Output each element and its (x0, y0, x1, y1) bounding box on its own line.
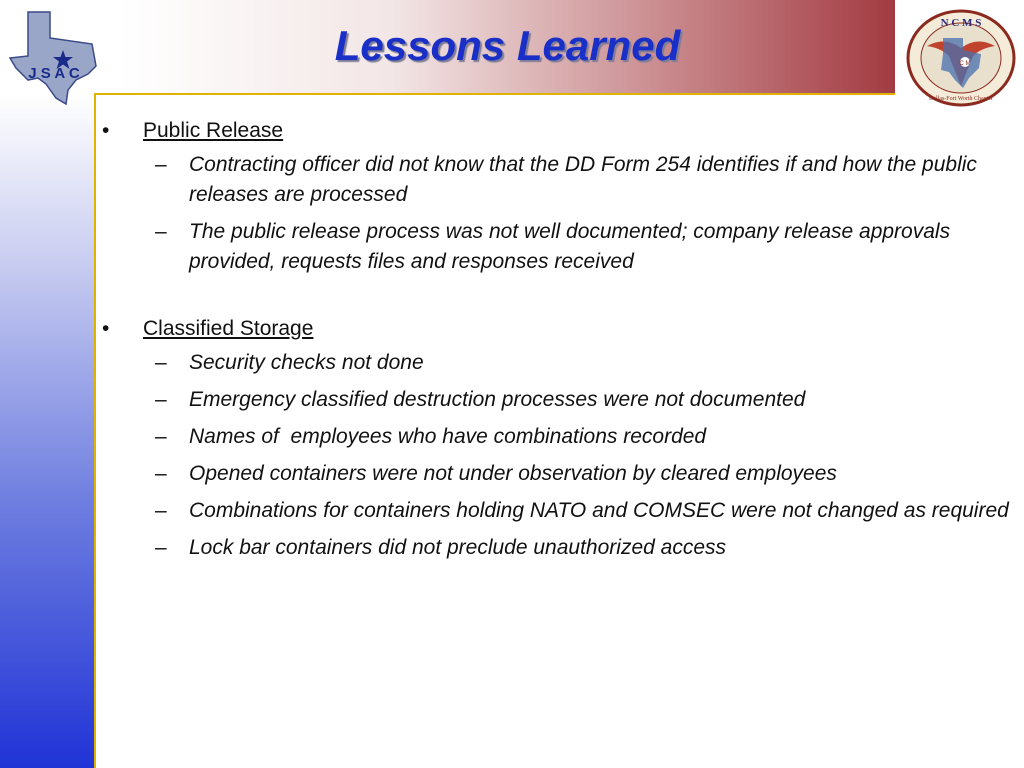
header-rule (94, 93, 895, 95)
list-item (100, 385, 1009, 415)
slide-title: Lessons Learned (334, 22, 681, 69)
list-item-text: Opened containers were not under observation by cleared employees (189, 462, 837, 485)
list-item-text: Names of employees who have combinations recorded (189, 425, 707, 448)
dash-icon: – (155, 536, 167, 559)
list-item (100, 422, 1009, 452)
list-item (100, 348, 1009, 378)
bullet-icon: • (102, 317, 110, 340)
list-item (100, 150, 1009, 210)
ncms-chapter-logo (905, 8, 1017, 108)
section-heading-text: Classified Storage (143, 317, 314, 340)
side-band (0, 95, 94, 768)
ncms-logo-bottom-text: Dallas-Fort Worth Chapter (928, 96, 994, 102)
list-item-text: Combinations for containers holding NATO and COMSEC were not changed as required (189, 499, 1009, 522)
side-rule (94, 93, 96, 768)
list-item (100, 459, 1009, 489)
dash-icon: – (155, 462, 167, 485)
dash-icon: – (155, 153, 167, 176)
section-heading (100, 314, 1010, 344)
list-item (100, 496, 1009, 526)
jsac-logo-text: J S A C (28, 65, 80, 82)
dash-icon: – (155, 220, 167, 243)
section-heading (100, 116, 1010, 146)
list-item-text: Emergency classified destruction processes were not documented (189, 388, 806, 411)
ncms-logo-top-text: N C M S (940, 17, 982, 29)
list-item-text: Contracting officer did not know that the DD Form 254 identifies if and how the public releases are processed (189, 153, 977, 206)
slide-content (100, 116, 1010, 570)
dash-icon: – (155, 499, 167, 522)
list-item (100, 533, 1009, 563)
list-item-text: The public release process was not well documented; company release approvals provided, requests files and responses received (189, 220, 951, 273)
jsac-texas-logo (6, 8, 106, 108)
section-gap (100, 284, 1010, 314)
list-item-text: Lock bar containers did not preclude unauthorized access (189, 536, 726, 559)
dash-icon: – (155, 351, 167, 374)
dash-icon: – (155, 425, 167, 448)
list-item-text: Security checks not done (189, 351, 424, 374)
bullet-icon: • (102, 119, 110, 142)
section-heading-text: Public Release (143, 119, 284, 142)
dash-icon: – (155, 388, 167, 411)
ncms-logo-center-text: C M (959, 61, 971, 67)
list-item (100, 217, 1009, 277)
